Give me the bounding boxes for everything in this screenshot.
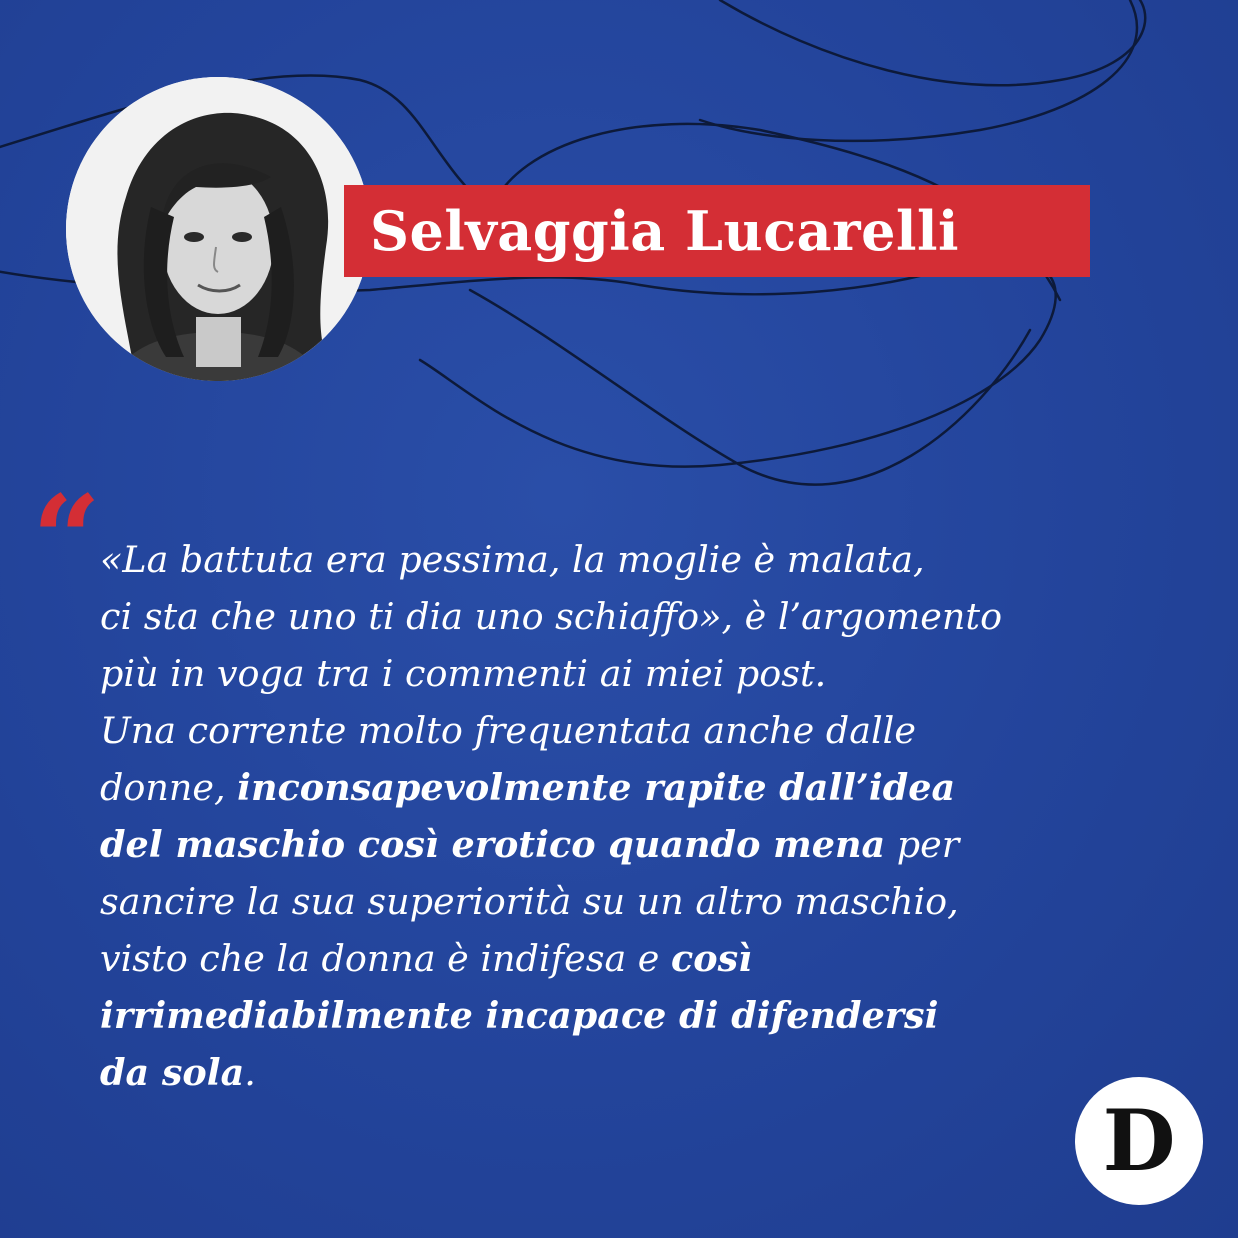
quote-line <box>100 702 1200 759</box>
quote-line <box>100 987 1200 1044</box>
author-name-banner <box>344 185 1090 277</box>
quote-segment: per <box>885 823 960 866</box>
author-portrait <box>66 77 370 381</box>
quote-line <box>100 873 1200 930</box>
quote-text <box>100 531 1200 1101</box>
quote-segment: donne, <box>100 766 238 809</box>
quote-line <box>100 645 1200 702</box>
quote-segment: più in voga tra i commenti ai miei post. <box>100 652 827 695</box>
quote-line <box>100 816 1200 873</box>
quote-segment: sancire la sua superiorità su un altro maschio, <box>100 880 959 923</box>
quote-mark-icon: “ <box>32 469 102 610</box>
quote-segment: visto che la donna è indifesa e <box>100 937 672 980</box>
quote-bold-segment: così <box>671 937 752 980</box>
quote-segment: ci sta che uno ti dia uno schiaffo», è l’argomento <box>100 595 1003 638</box>
quote-bold-segment: irrimediabilmente incapace di difendersi <box>100 994 939 1037</box>
publisher-logo <box>1075 1077 1203 1205</box>
quote-segment: «La battuta era pessima, la moglie è malata, <box>100 538 925 581</box>
quote-bold-segment: da sola <box>100 1051 245 1094</box>
quote-line <box>100 930 1200 987</box>
quote-segment: Una corrente molto frequentata anche dalle <box>100 709 916 752</box>
quote-line <box>100 759 1200 816</box>
quote-line <box>100 1044 1200 1101</box>
quote-bold-segment: inconsapevolmente rapite dall’idea <box>237 766 956 809</box>
logo-letter: D <box>1102 1091 1176 1190</box>
author-name: Selvaggia Lucarelli <box>370 199 959 263</box>
quote-line <box>100 531 1200 588</box>
quote-segment: . <box>244 1051 256 1094</box>
quote-bold-segment: del maschio così erotico quando mena <box>100 823 886 866</box>
quote-line <box>100 588 1200 645</box>
